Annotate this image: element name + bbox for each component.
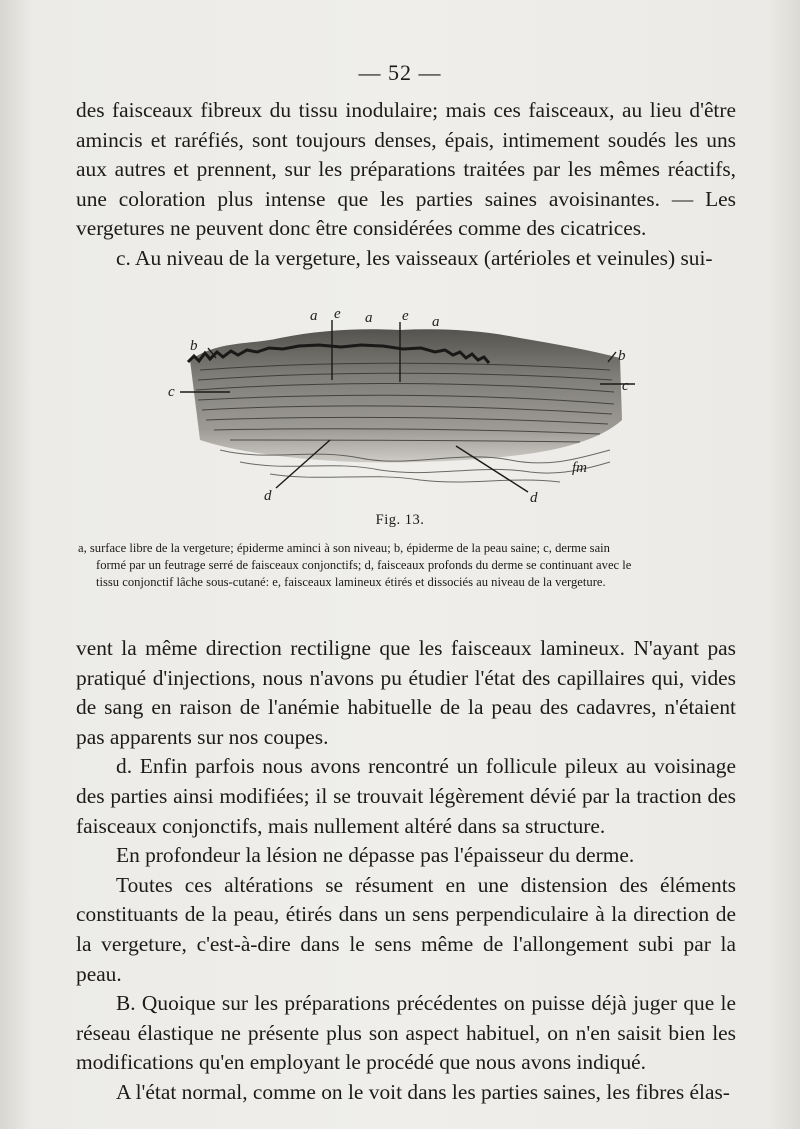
figure-letter: e — [334, 306, 341, 322]
bottom-text-block — [76, 634, 736, 1108]
figure-letter: d — [530, 490, 538, 506]
paragraph: B. Quoique sur les préparations précédentes on puisse déjà juger que le réseau élastique ne présente plus son aspect habituel, on n'en saisit bien les modifications qu'en employant le procédé que nous avons indiqué. — [76, 991, 736, 1075]
figure-letter: a — [432, 314, 440, 330]
figure-letter: c — [168, 384, 175, 400]
caption-line: a, surface libre de la vergeture; épiderme aminci à son niveau; b, épiderme de la peau saine; c, derme sain — [78, 541, 610, 555]
top-text-block — [76, 96, 736, 274]
paragraph: Toutes ces altérations se résument en une distension des éléments constituants de la peau, étirés dans un sens perpendiculaire à la direction de la vergeture, c'est-à-dire dans le sens même de l'allongement subi par la peau. — [76, 872, 736, 986]
skin-section-drawing — [160, 300, 640, 510]
figure-letter: c — [622, 378, 629, 394]
figure-signature: fm — [572, 460, 587, 476]
page-number: — 52 — — [358, 60, 442, 85]
figure-letter: b — [618, 348, 626, 364]
figure-letter: e — [402, 308, 409, 324]
figure-label: Fig. 13. — [375, 512, 425, 528]
figure-letter: a — [310, 308, 318, 324]
paragraph: d. Enfin parfois nous avons rencontré un follicule pileux au voisinage des parties ainsi modifiées; il se trouvait légèrement dévié par la traction des faisceaux conjonctifs, mais nullement altéré dans sa structure. — [76, 754, 736, 838]
paragraph: A l'état normal, comme on le voit dans les parties saines, les fibres élas- — [116, 1079, 730, 1104]
paragraph: c. Au niveau de la vergeture, les vaisseaux (artérioles et veinules) sui- — [116, 245, 713, 270]
figure-letter: a — [365, 310, 373, 326]
paragraph: vent la même direction rectiligne que les faisceaux lamineux. N'ayant pas pratiqué d'injections, nous n'avons pu étudier l'état des capillaires qui, vides de sang en raison de l'anémie habituelle de la peau des cadavres, n'étaient pas apparents sur nos coupes. — [76, 636, 736, 749]
figure-13-illustration — [160, 300, 640, 510]
paragraph: En profondeur la lésion ne dépasse pas l'épaisseur du derme. — [116, 843, 635, 868]
paragraph: des faisceaux fibreux du tissu inodulaire; mais ces faisceaux, au lieu d'être amincis et raréfiés, sont toujours denses, épais, intimement soudés les uns aux autres et prennent, sur les préparations traitées par les mêmes réactifs, une coloration plus intense que les parties saines avoisinantes. — Les vergetures ne peuvent donc être considérées comme des cicatrices. — [76, 98, 736, 241]
figure-letter: d — [264, 488, 272, 504]
caption-line: formé par un feutrage serré de faisceaux conjonctifs; d, faisceaux profonds du derme se continuant avec le — [96, 558, 632, 572]
caption-line: tissu conjonctif lâche sous-cutané: e, faisceaux lamineux étirés et dissociés au niveau de la vergeture. — [96, 575, 606, 589]
figure-caption — [78, 540, 738, 591]
figure-letter: b — [190, 338, 198, 354]
